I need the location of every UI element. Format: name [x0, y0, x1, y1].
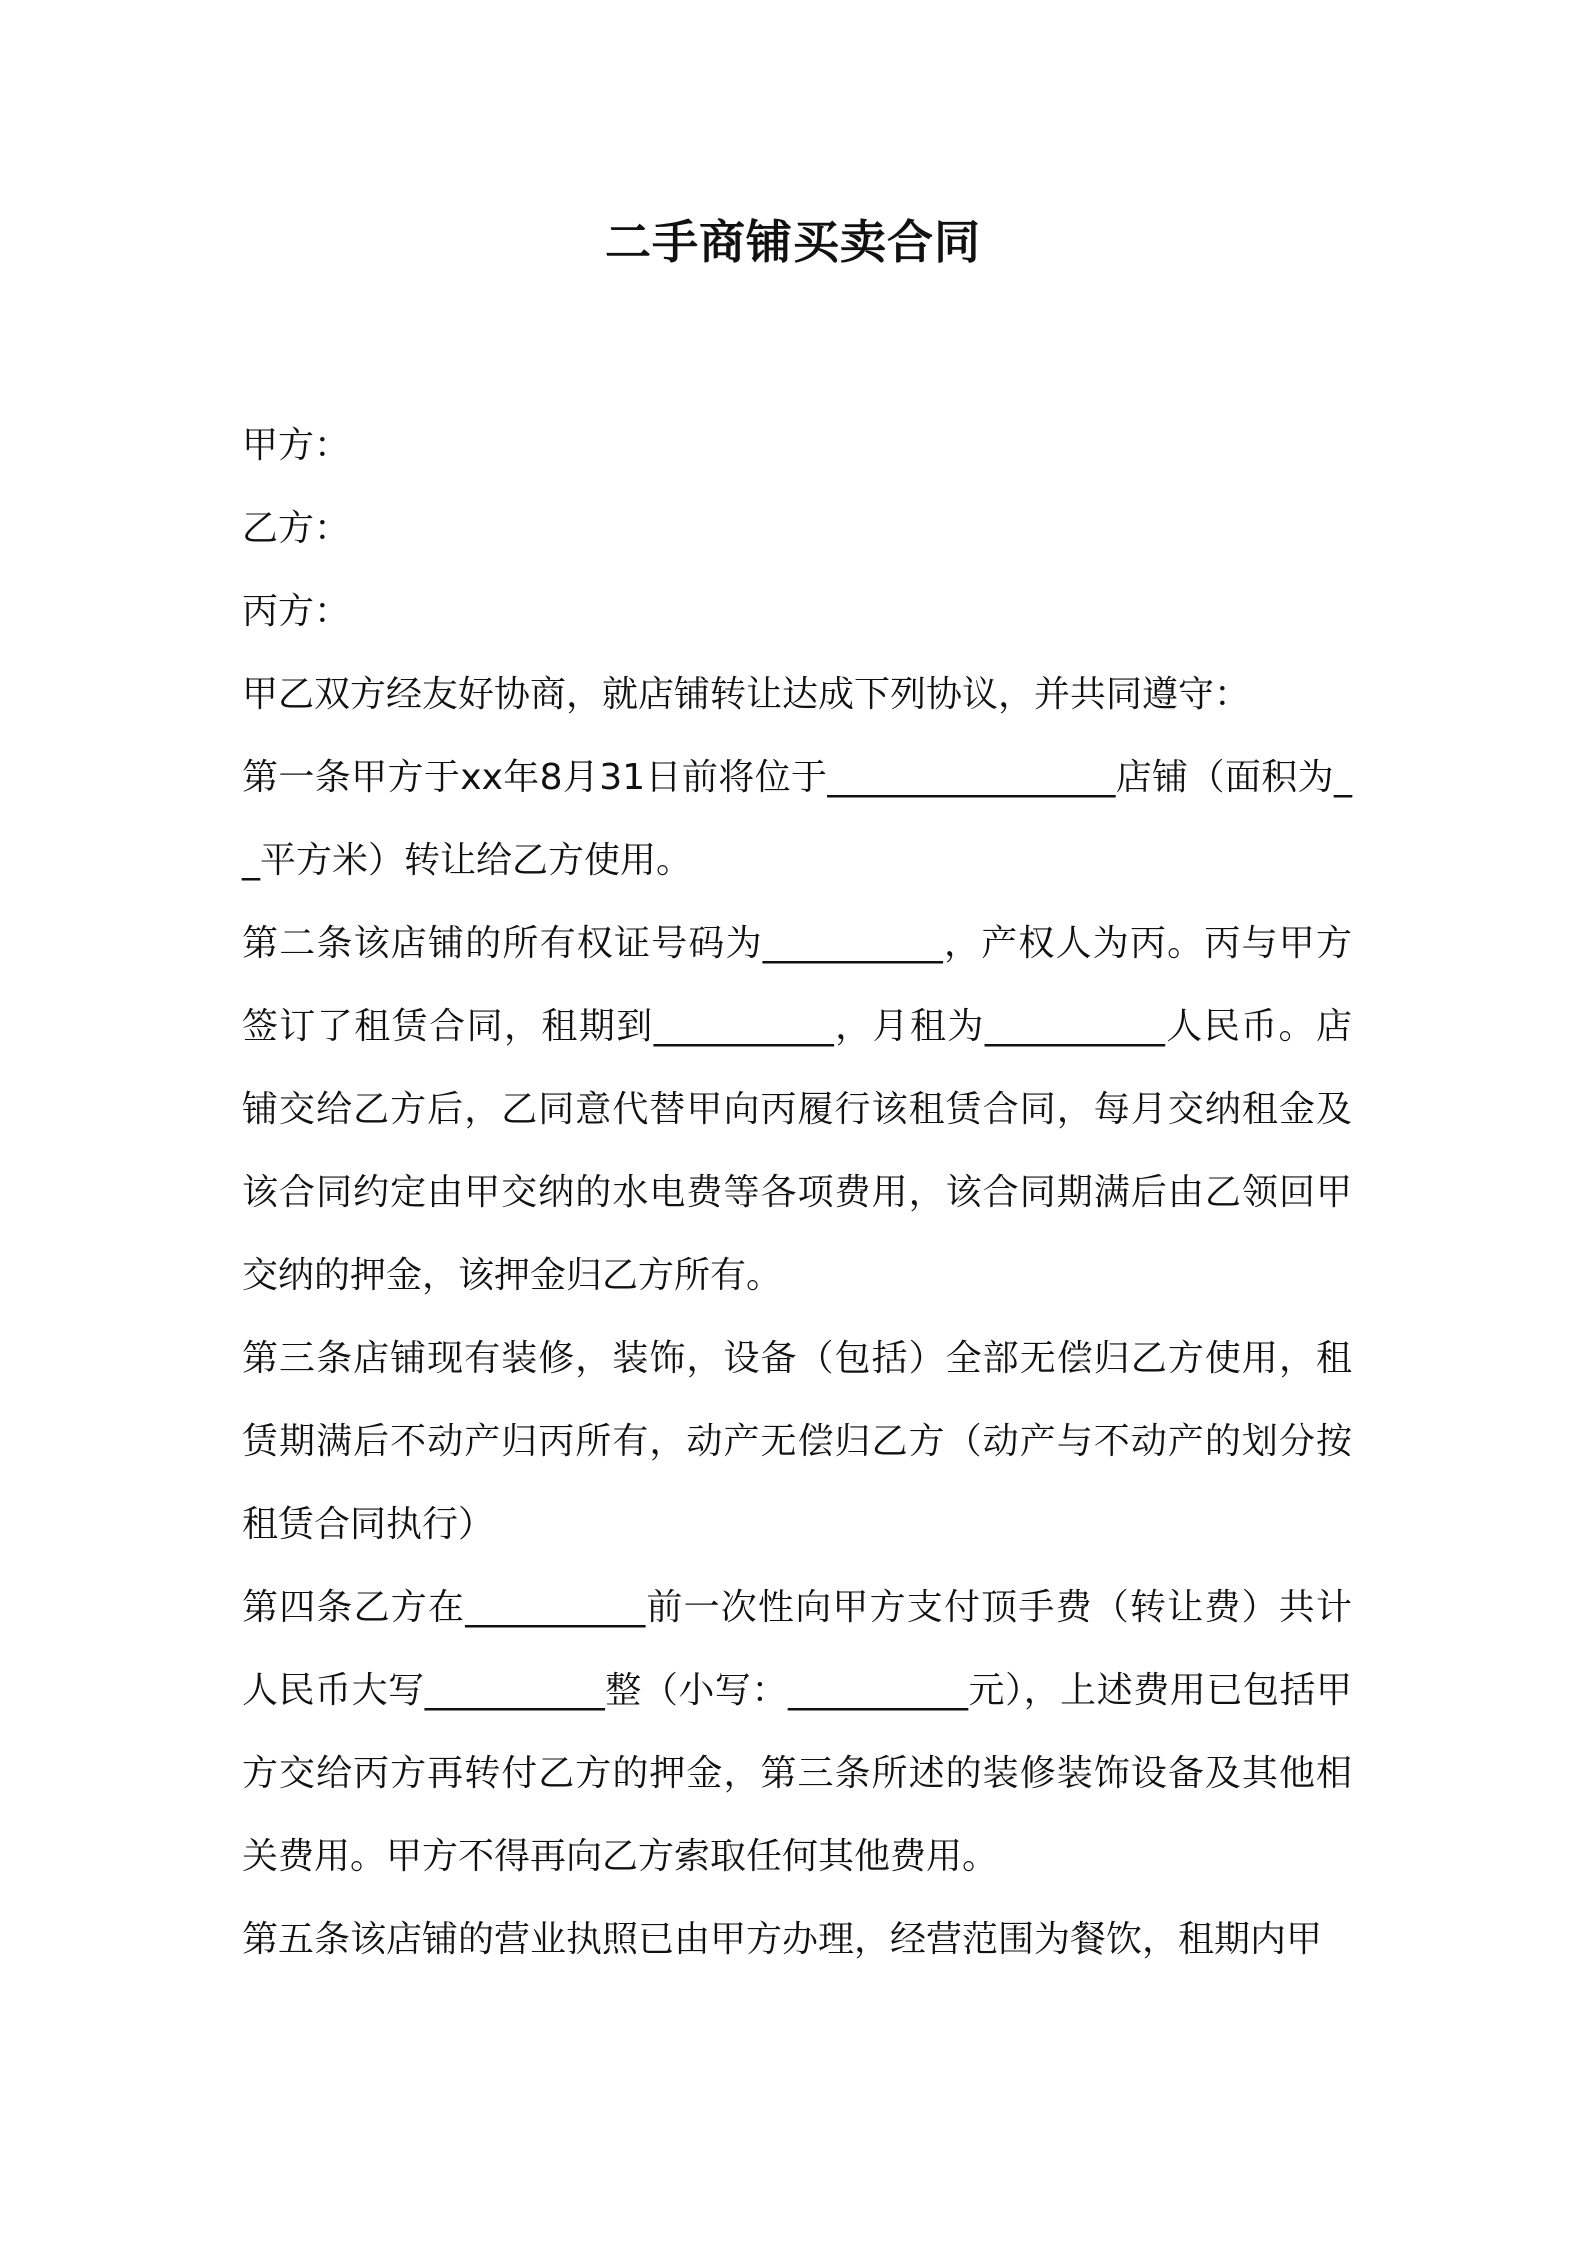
article-3-paragraph: 第三条店铺现有装修，装饰，设备（包括）全部无偿归乙方使用，租赁期满后不动产归丙所有，动产无偿归乙方（动产与不动产的划分按租赁合同执行）: [242, 1338, 1352, 1545]
party-c-line: 丙方：: [242, 591, 351, 632]
document-body: [242, 404, 1352, 1981]
party-a-line: 甲方：: [242, 425, 351, 466]
article-1-paragraph: 第一条甲方于xx年8月31日前将位于________________店铺（面积为__平方米）转让给乙方使用。: [242, 757, 1352, 881]
article-4-paragraph: 第四条乙方在__________前一次性向甲方支付顶手费（转让费）共计人民币大写__________整（小写：__________元），上述费用已包括甲方交给丙方再转付乙方的押金，第三条所述的装修装饰设备及其他相关费用。甲方不得再向乙方索取任何其他费用。: [242, 1587, 1352, 1877]
preamble-paragraph: 甲乙双方经友好协商，就店铺转让达成下列协议，并共同遵守：: [242, 674, 1251, 715]
document-title: 二手商铺买卖合同: [605, 215, 981, 269]
party-b-line: 乙方：: [242, 508, 351, 549]
article-5-paragraph: 第五条该店铺的营业执照已由甲方办理，经营范围为餐饮，租期内甲: [242, 1919, 1323, 1960]
article-2-paragraph: 第二条该店铺的所有权证号码为__________，产权人为丙。丙与甲方签订了租赁合同，租期到__________，月租为__________人民币。店铺交给乙方后，乙同意代替甲向丙履行该租赁合同，每月交纳租金及该合同约定由甲交纳的水电费等各项费用，该合同期满后由乙领回甲交纳的押金，该押金归乙方所有。: [242, 923, 1352, 1296]
